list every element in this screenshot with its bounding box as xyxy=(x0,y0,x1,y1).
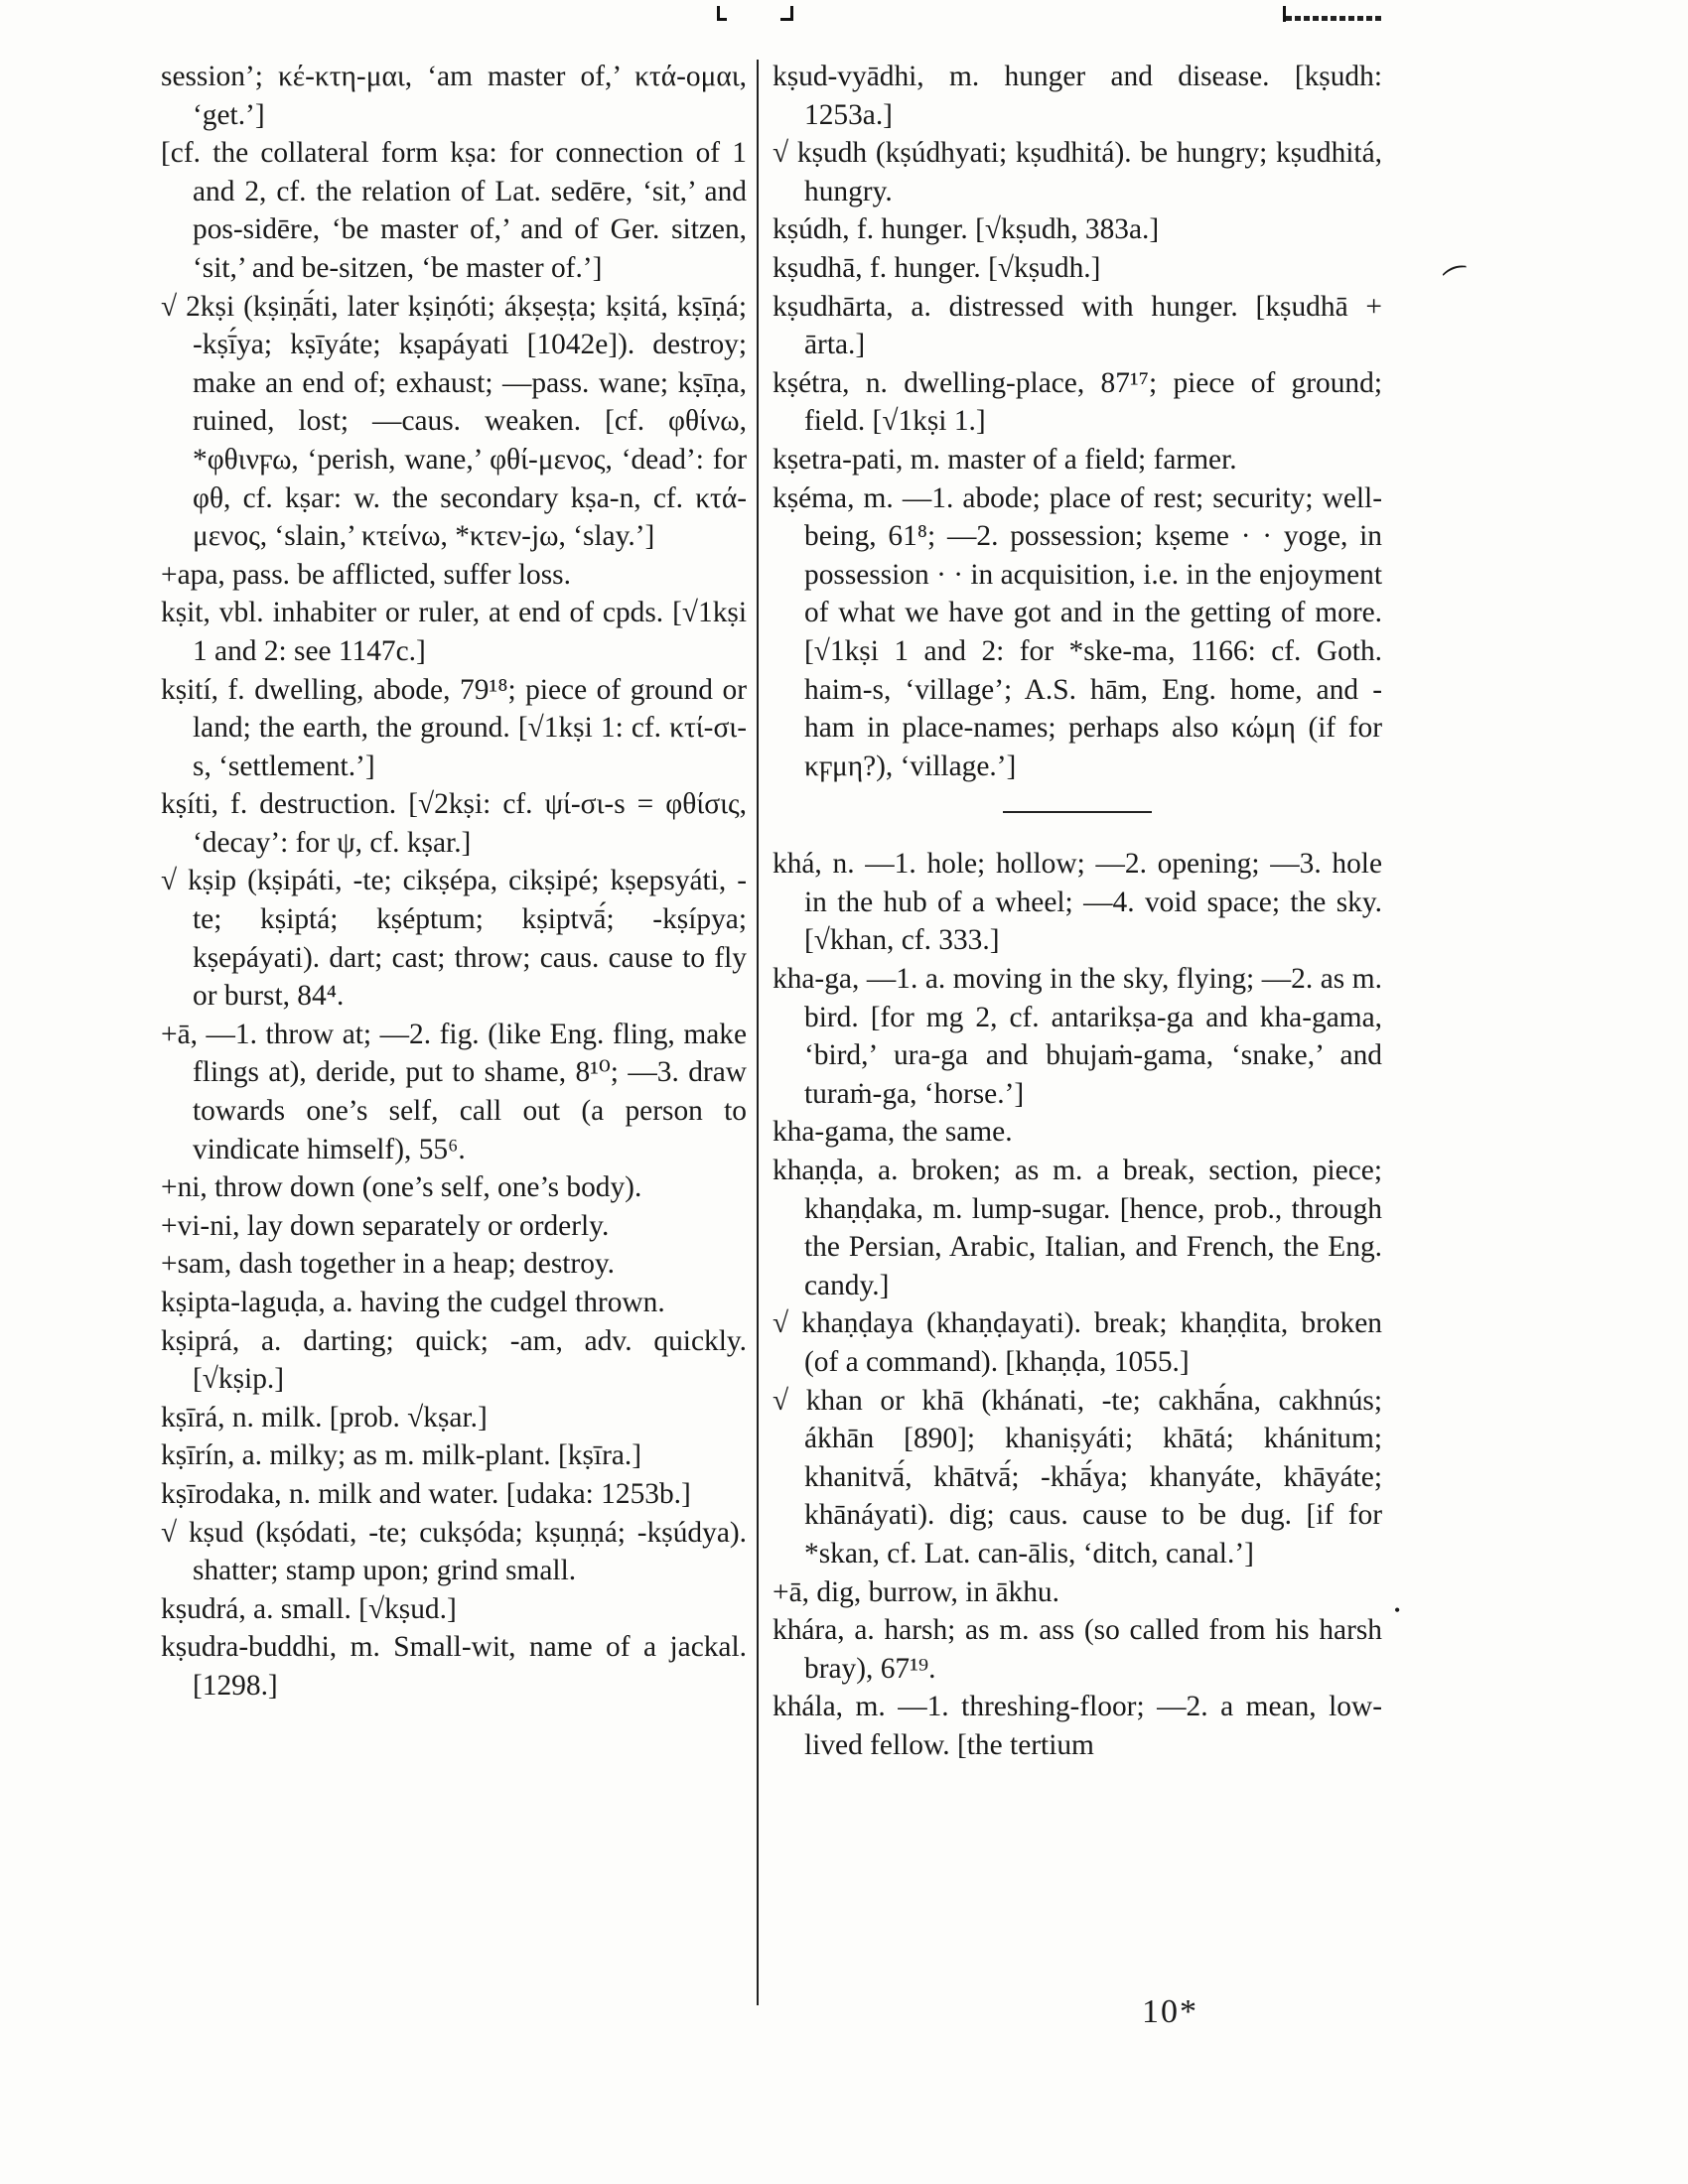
entry-ksudra-buddhi: kṣudra-buddhi, m. Small-wit, name of a jackal. [1298.] xyxy=(161,1631,747,1702)
entry-ksiti-dwelling: kṣití, f. dwelling, abode, 79¹⁸; piece of ground or land; the earth, the ground. [√1kṣi 1: cf. κτί-σι-s, ‘settlement.’] xyxy=(161,673,747,782)
subentry-a: +ā, —1. throw at; —2. fig. (like Eng. fling, make flings at), deride, put to shame, 8¹⁰; —3. draw towards one’s self, call out (a person to vindicate himself), 55⁶. xyxy=(161,1018,747,1165)
crop-marks-top xyxy=(695,6,814,30)
entry-ksud: √ kṣud (kṣódati, -te; cukṣóda; kṣuṇṇá; -kṣúdya). shatter; stamp upon; grind small. xyxy=(161,1516,747,1587)
column-divider xyxy=(757,60,759,2005)
subentry-a-dig: +ā, dig, burrow, in ākhu. xyxy=(773,1575,1059,1608)
entry-ksudharta: kṣudhārta, a. distressed with hunger. [kṣudhā + ārta.] xyxy=(773,290,1382,361)
left-column xyxy=(161,58,747,1706)
entry-khandaya: √ khaṇḍaya (khaṇḍayati). break; khaṇḍita, broken (of a command). [khaṇḍa, 1055.] xyxy=(773,1307,1382,1378)
subentry-apa: +apa, pass. be afflicted, suffer loss. xyxy=(161,558,571,591)
entry-ksud-vyadhi: kṣud-vyādhi, m. hunger and disease. [kṣudh: 1253a.] xyxy=(773,61,1382,131)
entry-ksira: kṣīrá, n. milk. [prob. √kṣar.] xyxy=(161,1401,488,1433)
entry-khanda: khaṇḍa, a. broken; as m. a break, section, piece; khaṇḍaka, m. lump-sugar. [hence, prob., through the Persian, Arabic, Italian, and French, the Eng. candy.] xyxy=(773,1155,1382,1301)
entry-kha-ga: kha-ga, —1. a. moving in the sky, flying; —2. as m. bird. [for mg 2, cf. antarikṣa-ga and kha-gama, ‘bird,’ ura-ga and bhujaṁ-gama, ‘snake,’ and turaṁ-ga, ‘horse.’] xyxy=(773,963,1382,1110)
subentry-sam: +sam, dash together in a heap; destroy. xyxy=(161,1248,616,1281)
entry-ksiti-destruction: kṣíti, f. destruction. [√2kṣi: cf. ψί-σι-s = φθίσις, ‘decay’: for ψ, cf. kṣar.] xyxy=(161,788,747,859)
right-column xyxy=(773,58,1382,1765)
crop-marks-top-right xyxy=(1283,6,1392,26)
margin-dot-mark: • xyxy=(1394,1600,1401,1620)
entry-ksudh-root: √ kṣudh (kṣúdhyati; kṣudhitá). be hungry; kṣudhitá, hungry. xyxy=(773,137,1382,207)
entry-ksudh: kṣúdh, f. hunger. [√kṣudh, 383a.] xyxy=(773,213,1160,246)
entry-ksirin: kṣīrín, a. milky; as m. milk-plant. [kṣīra.] xyxy=(161,1439,642,1472)
entry-note: [cf. the collateral form kṣa: for connection of 1 and 2, cf. the relation of Lat. sedēre, ‘sit,’ and pos-sidēre, ‘be master of,’ and of Ger. sitzen, ‘sit,’ and be-sitzen, ‘be master of.’] xyxy=(161,137,747,284)
entry-ksema: kṣéma, m. —1. abode; place of rest; security; well-being, 61⁸; —2. possession; kṣeme · · yoge, in possession · · in acquisition, i.e. in the enjoyment of what we have got and in the getting of more. [√1kṣi 1 and 2: for *ske-ma, 1166: cf. Goth. haim-s, ‘village’; A.S. hām, Eng. home, and -ham in place-names; perhaps also κώμη (if for κϝμη?), ‘village.’] xyxy=(773,481,1383,782)
entry-ksetra-pati: kṣetra-pati, m. master of a field; farmer. xyxy=(773,443,1237,476)
entry-ksirodaka: kṣīrodaka, n. milk and water. [udaka: 1253b.] xyxy=(161,1477,691,1510)
entry-ksipra: kṣiprá, a. darting; quick; -am, adv. quickly. [√kṣip.] xyxy=(161,1324,747,1396)
entry-ksudha: kṣudhā, f. hunger. [√kṣudh.] xyxy=(773,251,1101,284)
entry-kha-gama: kha-gama, the same. xyxy=(773,1116,1013,1149)
entry-khara: khára, a. harsh; as m. ass (so called from his harsh bray), 67¹⁹. xyxy=(773,1614,1382,1685)
entry-khan: √ khan or khā (khánati, -te; cakhā́na, cakhnús; ákhān [890]; khaniṣyáti; khātá; khánitum; khanitvā́, khātvā́; -khā́ya; khanyáte, khāyáte; khānáyati). dig; caus. cause to be dug. [if for *skan, cf. Lat. can-ālis, ‘ditch, canal.’] xyxy=(773,1384,1382,1570)
section-rule xyxy=(1003,811,1152,813)
entry-ksipta-laguda: kṣipta-laguḍa, a. having the cudgel thrown. xyxy=(161,1287,665,1318)
margin-ink-mark: ⁀ xyxy=(1443,265,1476,302)
subentry-ni: +ni, throw down (one’s self, one’s body). xyxy=(161,1171,642,1204)
entry-kha: khá, n. —1. hole; hollow; —2. opening; —3. hole in the hub of a wheel; —4. void space; the sky. [√khan, cf. 333.] xyxy=(773,848,1382,957)
entry-ksetra: kṣétra, n. dwelling-place, 87¹⁷; piece of ground; field. [√1kṣi 1.] xyxy=(773,366,1382,438)
page-folio: 10* xyxy=(1142,1993,1198,2030)
entry-khala: khála, m. —1. threshing-floor; —2. a mean, low-lived fellow. [the tertium xyxy=(773,1691,1382,1761)
entry-ksit: kṣit, vbl. inhabiter or ruler, at end of cpds. [√1kṣi 1 and 2: see 1147c.] xyxy=(161,597,747,667)
entry-ksudra: kṣudrá, a. small. [√kṣud.] xyxy=(161,1592,457,1625)
entry-ksip: √ kṣip (kṣipáti, -te; cikṣépa, cikṣipé; kṣepsyáti, -te; kṣiptá; kṣéptum; kṣiptvā́; -kṣípya; kṣepáyati). dart; cast; throw; caus. cause to fly or burst, 84⁴. xyxy=(161,865,747,1013)
entry-2ksi: √ 2kṣi (kṣiṇā́ti, later kṣiṇóti; ákṣeṣṭa; kṣitá, kṣīṇá; -kṣī́ya; kṣīyáte; kṣapáyati [1042e]). destroy; make an end of; exhaust; —pass. wane; kṣīṇa, ruined, lost; —caus. weaken. [cf. φθίνω, *φθινϝω, ‘perish, wane,’ φθί-μενος, ‘dead’: for φθ, cf. kṣar: w. the secondary kṣa-n, cf. κτά-μενος, ‘slain,’ κτείνω, *κτεν-jω, ‘slay.’] xyxy=(161,290,747,553)
subentry-vi-ni: +vi-ni, lay down separately or orderly. xyxy=(161,1209,610,1242)
entry-continuation: session’; κέ-κτη-μαι, ‘am master of,’ κτά-ομαι, ‘get.’] xyxy=(161,61,747,131)
